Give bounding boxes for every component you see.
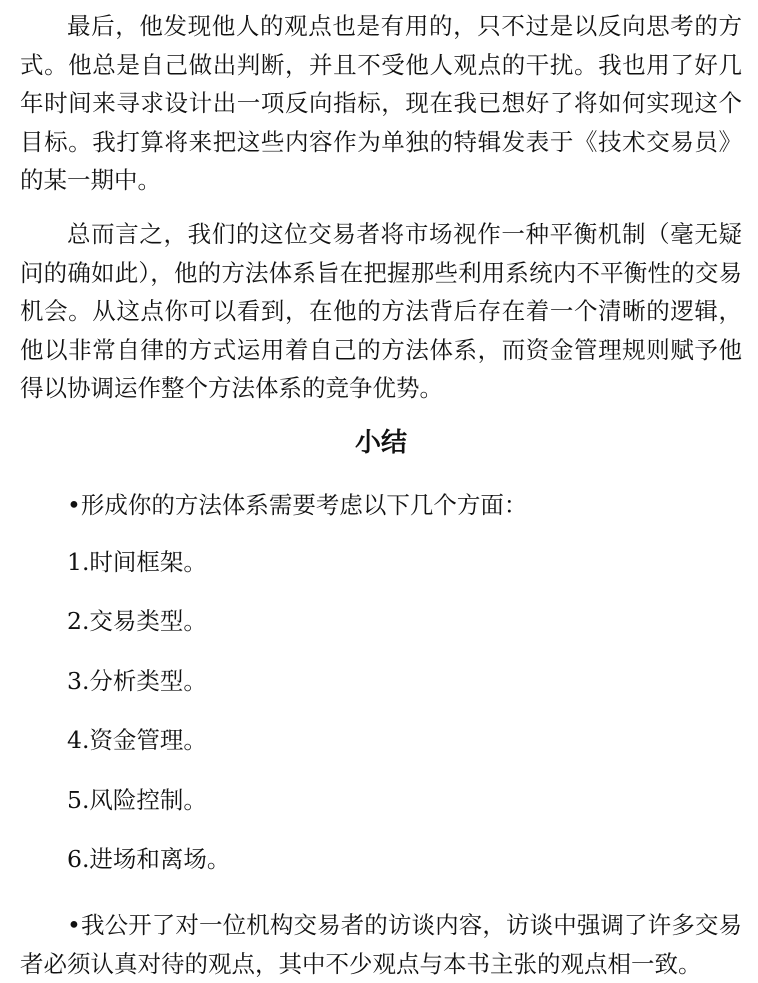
list-item-money-management: 4.资金管理。 bbox=[67, 726, 207, 755]
summary-bullet-methodology: •形成你的方法体系需要考虑以下几个方面： bbox=[67, 491, 528, 519]
list-item-trade-type: 2.交易类型。 bbox=[67, 607, 207, 636]
summary-bullet-interview: •我公开了对一位机构交易者的访谈内容，访谈中强调了许多交易者必须认真对待的观点，其中不少观点与本书主张的观点相一致。 bbox=[20, 911, 742, 978]
paragraph-contrarian-view: 最后，他发现他人的观点也是有用的，只不过是以反向思考的方式。他总是自己做出判断，并且不受他人观点的干扰。我也用了好几年时间来寻求设计出一项反向指标，现在我已想好了将如何实现这个目标。我打算将来把这些内容作为单独的特辑发表于《技术交易员》的某一期中。 bbox=[20, 12, 742, 194]
list-item-time-frame: 1.时间框架。 bbox=[67, 548, 207, 576]
methodology-aspects-list bbox=[67, 543, 230, 899]
list-item-risk-control: 5.风险控制。 bbox=[67, 785, 207, 814]
paragraph-conclusion: 总而言之，我们的这位交易者将市场视作一种平衡机制（毫无疑问的确如此），他的方法体系旨在把握那些利用系统内不平衡性的交易机会。从这点你可以看到，在他的方法背后存在着一个清晰的逻辑，他以非常自律的方式运用着自己的方法体系，而资金管理规则赋予他得以协调运作整个方法体系的竞争优势。 bbox=[20, 220, 742, 402]
list-item-entry-exit: 6.进场和离场。 bbox=[67, 844, 231, 873]
section-heading-summary: 小结 bbox=[354, 428, 407, 458]
list-item-analysis-type: 3.分析类型。 bbox=[67, 666, 207, 695]
